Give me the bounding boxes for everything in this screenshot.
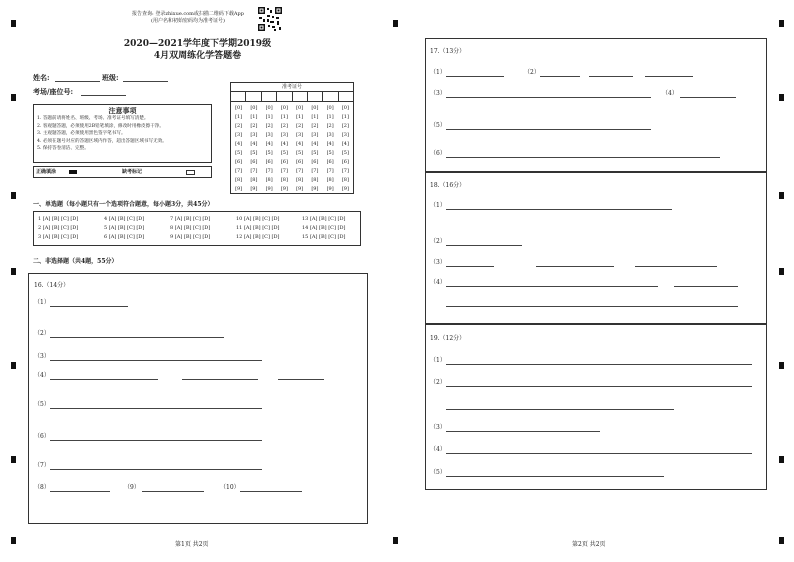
q19-answer-line[interactable] — [446, 409, 674, 410]
page2-footer: 第2页 共2页 — [572, 541, 606, 548]
q16-part-label: （3） — [34, 353, 50, 360]
q17-answer-line[interactable] — [446, 76, 504, 77]
missing-mark-checkbox[interactable] — [186, 170, 195, 175]
q18-answer-line[interactable] — [446, 286, 658, 287]
exam-seat-field[interactable] — [81, 95, 126, 96]
title-line1: 2020—2021学年度下学期2019级 — [123, 39, 272, 49]
alignment-mark — [779, 362, 784, 369]
mc-question-item[interactable]: 12 [A] [B] [C] [D] — [236, 234, 280, 240]
title-line2: 4月双周练化学答题卷 — [153, 51, 242, 61]
exam-digit-bubble[interactable]: [0] — [250, 105, 258, 111]
exam-digit-bubble[interactable]: [8] — [296, 177, 304, 183]
exam-digit-bubble[interactable]: [5] — [280, 150, 288, 156]
q18-part-label: （2） — [430, 238, 446, 245]
section2-title: 二、非选择题（共4题，55分） — [33, 258, 118, 265]
exam-digit-bubble[interactable]: [3] — [296, 132, 304, 138]
exam-number-column — [307, 104, 322, 194]
exam-digit-bubble[interactable]: [2] — [235, 123, 243, 129]
exam-digit-bubble[interactable]: [4] — [250, 141, 258, 147]
q17-part-label: （2） — [524, 69, 540, 76]
report-notice-line1: 报告查询: 登录zhixue.com或扫描二维码下载App — [132, 11, 244, 17]
q18-part-label: （1） — [430, 202, 446, 209]
q18-answer-line[interactable] — [674, 286, 738, 287]
exam-digit-bubble[interactable]: [2] — [311, 123, 319, 129]
exam-number-column — [338, 104, 353, 194]
mc-question-item[interactable]: 8 [A] [B] [C] [D] — [170, 225, 211, 231]
exam-number-box — [230, 82, 354, 194]
q17-title: 17.（13分） — [430, 48, 466, 55]
q17-part-label: （5） — [430, 122, 446, 129]
q16-title: 16.（14分） — [34, 282, 70, 289]
exam-digit-bubble[interactable]: [9] — [341, 186, 349, 192]
exam-digit-bubble[interactable]: [8] — [265, 177, 273, 183]
exam-digit-bubble[interactable]: [5] — [341, 150, 349, 156]
alignment-mark — [393, 537, 398, 544]
exam-number-input-cell[interactable] — [308, 92, 323, 101]
exam-digit-bubble[interactable]: [6] — [296, 159, 304, 165]
exam-digit-bubble[interactable]: [5] — [311, 150, 319, 156]
q17-part-label: （3） — [430, 90, 446, 97]
q19-part-label: （3） — [430, 424, 446, 431]
q18-answer-line[interactable] — [446, 245, 522, 246]
exam-digit-bubble[interactable]: [1] — [250, 114, 258, 120]
exam-number-column — [231, 104, 246, 194]
mc-question-item[interactable]: 11 [A] [B] [C] [D] — [236, 225, 280, 231]
exam-digit-bubble[interactable]: [9] — [250, 186, 258, 192]
notes-title: 注意事项 — [108, 106, 137, 115]
exam-number-input-cell[interactable] — [339, 92, 353, 101]
exam-number-input-cell[interactable] — [246, 92, 261, 101]
q16-part-label: （8） — [34, 484, 50, 491]
exam-digit-bubble[interactable]: [2] — [296, 123, 304, 129]
exam-digit-bubble[interactable]: [1] — [280, 114, 288, 120]
exam-digit-bubble[interactable]: [6] — [341, 159, 349, 165]
report-notice-line2: (用户名和初始密码均为准考证号) — [151, 18, 225, 24]
exam-digit-bubble[interactable]: [7] — [250, 168, 258, 174]
exam-digit-bubble[interactable]: [2] — [326, 123, 334, 129]
correct-fill-label: 正确填涂 — [36, 169, 57, 175]
exam-digit-bubble[interactable]: [3] — [341, 132, 349, 138]
exam-number-input-cell[interactable] — [293, 92, 308, 101]
alignment-mark — [11, 192, 16, 199]
note-item: 3. 主观题答题，必须使用黑色签字笔书写。 — [37, 131, 126, 137]
q18-part-label: （3） — [430, 259, 446, 266]
q18-answer-box — [425, 172, 767, 324]
exam-digit-bubble[interactable]: [4] — [311, 141, 319, 147]
exam-digit-bubble[interactable]: [1] — [341, 114, 349, 120]
q17-answer-line[interactable] — [446, 129, 651, 130]
q17-answer-line[interactable] — [446, 157, 720, 158]
exam-digit-bubble[interactable]: [9] — [311, 186, 319, 192]
exam-digit-bubble[interactable]: [8] — [250, 177, 258, 183]
exam-number-column — [262, 104, 277, 194]
exam-digit-bubble[interactable]: [1] — [311, 114, 319, 120]
q18-answer-line[interactable] — [635, 266, 717, 267]
mc-question-item[interactable]: 1 [A] [B] [C] [D] — [38, 216, 79, 222]
q17-answer-line[interactable] — [540, 76, 580, 77]
page1-footer: 第1页 共2页 — [175, 541, 209, 548]
q16-answer-line[interactable] — [50, 379, 158, 380]
exam-digit-bubble[interactable]: [6] — [250, 159, 258, 165]
exam-digit-bubble[interactable]: [4] — [265, 141, 273, 147]
q16-answer-line[interactable] — [182, 379, 258, 380]
mc-question-item[interactable]: 10 [A] [B] [C] [D] — [236, 216, 280, 222]
alignment-mark — [779, 94, 784, 101]
q16-answer-line[interactable] — [50, 469, 262, 470]
exam-digit-bubble[interactable]: [5] — [250, 150, 258, 156]
q18-title: 18.（16分） — [430, 182, 466, 189]
exam-number-column — [246, 104, 261, 194]
q16-part-label: （7） — [34, 462, 50, 469]
fill-legend-box — [33, 166, 212, 178]
exam-digit-bubble[interactable]: [2] — [250, 123, 258, 129]
q16-part-label: （6） — [34, 433, 50, 440]
exam-digit-bubble[interactable]: [0] — [296, 105, 304, 111]
exam-digit-bubble[interactable]: [7] — [235, 168, 243, 174]
exam-number-input-cell[interactable] — [323, 92, 338, 101]
exam-digit-bubble[interactable]: [0] — [341, 105, 349, 111]
name-label: 姓名: — [33, 73, 50, 82]
exam-digit-bubble[interactable]: [5] — [235, 150, 243, 156]
exam-number-input-cell[interactable] — [262, 92, 277, 101]
alignment-mark — [11, 268, 16, 275]
exam-digit-bubble[interactable]: [2] — [280, 123, 288, 129]
q16-part-label: （9） — [124, 484, 140, 491]
exam-digit-bubble[interactable]: [0] — [235, 105, 243, 111]
exam-digit-bubble[interactable]: [1] — [326, 114, 334, 120]
exam-number-input-cell[interactable] — [277, 92, 292, 101]
note-item: 5. 保持答卷清洁、完整。 — [37, 146, 89, 152]
exam-digit-bubble[interactable]: [7] — [296, 168, 304, 174]
alignment-mark — [11, 537, 16, 544]
mc-question-item[interactable]: 5 [A] [B] [C] [D] — [104, 225, 145, 231]
alignment-mark — [11, 456, 16, 463]
exam-digit-bubble[interactable]: [1] — [235, 114, 243, 120]
mc-question-item[interactable]: 4 [A] [B] [C] [D] — [104, 216, 145, 222]
alignment-mark — [779, 537, 784, 544]
q19-answer-box — [425, 324, 767, 490]
exam-digit-bubble[interactable]: [3] — [280, 132, 288, 138]
exam-digit-bubble[interactable]: [6] — [326, 159, 334, 165]
exam-digit-bubble[interactable]: [9] — [326, 186, 334, 192]
q19-title: 19.（12分） — [430, 335, 466, 342]
class-field[interactable] — [123, 81, 168, 82]
qr-code-icon[interactable] — [257, 6, 283, 32]
q19-part-label: （5） — [430, 469, 446, 476]
q16-part-label: （5） — [34, 401, 50, 408]
exam-digit-bubble[interactable]: [0] — [311, 105, 319, 111]
exam-digit-bubble[interactable]: [4] — [341, 141, 349, 147]
exam-digit-bubble[interactable]: [2] — [265, 123, 273, 129]
q17-answer-line[interactable] — [446, 97, 651, 98]
q16-answer-line[interactable] — [50, 440, 262, 441]
exam-digit-bubble[interactable]: [6] — [265, 159, 273, 165]
mc-answer-box — [33, 211, 361, 246]
exam-digit-bubble[interactable]: [4] — [296, 141, 304, 147]
q16-answer-line[interactable] — [142, 491, 204, 492]
exam-digit-bubble[interactable]: [3] — [250, 132, 258, 138]
q19-answer-line[interactable] — [446, 476, 664, 477]
exam-digit-bubble[interactable]: [5] — [265, 150, 273, 156]
q17-part-label: （6） — [430, 150, 446, 157]
exam-number-bubble-grid — [231, 102, 353, 194]
q18-answer-line[interactable] — [446, 306, 738, 307]
exam-digit-bubble[interactable]: [0] — [265, 105, 273, 111]
q16-part-label: （1） — [34, 299, 50, 306]
q18-answer-line[interactable] — [446, 266, 494, 267]
q18-answer-line[interactable] — [536, 266, 614, 267]
exam-digit-bubble[interactable]: [2] — [341, 123, 349, 129]
exam-digit-bubble[interactable]: [0] — [280, 105, 288, 111]
exam-digit-bubble[interactable]: [6] — [235, 159, 243, 165]
exam-digit-bubble[interactable]: [5] — [296, 150, 304, 156]
exam-digit-bubble[interactable]: [3] — [311, 132, 319, 138]
q17-answer-line[interactable] — [589, 76, 633, 77]
page-title — [110, 38, 285, 62]
exam-digit-bubble[interactable]: [7] — [326, 168, 334, 174]
q17-answer-box — [425, 38, 767, 172]
exam-digit-bubble[interactable]: [3] — [265, 132, 273, 138]
q16-part-label: （10） — [220, 484, 240, 491]
q19-part-label: （1） — [430, 357, 446, 364]
mc-question-item[interactable]: 3 [A] [B] [C] [D] — [38, 234, 79, 240]
class-label: 班级: — [102, 73, 119, 82]
exam-digit-bubble[interactable]: [9] — [296, 186, 304, 192]
note-item: 4. 必须在题号对应的答题区域内作答，超出答题区域书写无效。 — [37, 138, 167, 144]
q19-part-label: （4） — [430, 446, 446, 453]
q16-part-label: （2） — [34, 330, 50, 337]
alignment-mark — [393, 20, 398, 27]
exam-digit-bubble[interactable]: [4] — [235, 141, 243, 147]
q19-answer-line[interactable] — [446, 453, 752, 454]
q16-answer-line[interactable] — [50, 408, 262, 409]
q17-answer-line[interactable] — [645, 76, 693, 77]
exam-digit-bubble[interactable]: [7] — [280, 168, 288, 174]
alignment-mark — [779, 268, 784, 275]
note-item: 2. 客观题答题，必须使用2B铅笔填涂，修改时用橡皮擦干净。 — [37, 123, 164, 129]
q19-answer-line[interactable] — [446, 364, 752, 365]
exam-digit-bubble[interactable]: [9] — [265, 186, 273, 192]
exam-digit-bubble[interactable]: [1] — [265, 114, 273, 120]
mc-question-item[interactable]: 9 [A] [B] [C] [D] — [170, 234, 211, 240]
q18-answer-line[interactable] — [446, 209, 672, 210]
mc-question-item[interactable]: 6 [A] [B] [C] [D] — [104, 234, 145, 240]
exam-digit-bubble[interactable]: [8] — [341, 177, 349, 183]
notes-box — [33, 104, 212, 163]
exam-digit-bubble[interactable]: [6] — [280, 159, 288, 165]
exam-digit-bubble[interactable]: [5] — [326, 150, 334, 156]
exam-seat-label: 考场/座位号: — [33, 87, 74, 96]
exam-digit-bubble[interactable]: [1] — [296, 114, 304, 120]
q18-part-label: （4） — [430, 279, 446, 286]
exam-digit-bubble[interactable]: [4] — [280, 141, 288, 147]
exam-digit-bubble[interactable]: [9] — [280, 186, 288, 192]
exam-digit-bubble[interactable]: [8] — [235, 177, 243, 183]
q17-part-label: （4） — [662, 90, 678, 97]
exam-digit-bubble[interactable]: [7] — [341, 168, 349, 174]
exam-digit-bubble[interactable]: [4] — [326, 141, 334, 147]
mc-question-item[interactable]: 7 [A] [B] [C] [D] — [170, 216, 211, 222]
q19-part-label: （2） — [430, 379, 446, 386]
q16-answer-line[interactable] — [50, 337, 224, 338]
alignment-mark — [779, 192, 784, 199]
exam-digit-bubble[interactable]: [8] — [326, 177, 334, 183]
alignment-mark — [11, 20, 16, 27]
q17-answer-line[interactable] — [680, 97, 736, 98]
mc-question-item[interactable]: 15 [A] [B] [C] [D] — [302, 234, 346, 240]
exam-digit-bubble[interactable]: [3] — [235, 132, 243, 138]
q16-answer-line[interactable] — [50, 306, 128, 307]
exam-number-title: 准考证号 — [231, 83, 353, 92]
q19-answer-line[interactable] — [446, 431, 600, 432]
alignment-mark — [779, 20, 784, 27]
alignment-mark — [11, 94, 16, 101]
alignment-mark — [779, 456, 784, 463]
exam-digit-bubble[interactable]: [9] — [235, 186, 243, 192]
correct-fill-sample-icon — [69, 170, 77, 174]
q16-answer-line[interactable] — [240, 491, 302, 492]
q19-answer-line[interactable] — [446, 386, 752, 387]
alignment-mark — [11, 362, 16, 369]
exam-number-input-cell[interactable] — [231, 92, 246, 101]
mc-question-item[interactable]: 2 [A] [B] [C] [D] — [38, 225, 79, 231]
q16-answer-line[interactable] — [50, 360, 262, 361]
q16-answer-line[interactable] — [50, 491, 110, 492]
exam-digit-bubble[interactable]: [7] — [311, 168, 319, 174]
missing-mark-label: 缺考标记 — [122, 169, 143, 175]
exam-digit-bubble[interactable]: [7] — [265, 168, 273, 174]
q16-answer-box — [28, 273, 368, 524]
exam-digit-bubble[interactable]: [3] — [326, 132, 334, 138]
exam-number-column — [323, 104, 338, 194]
q16-answer-line[interactable] — [278, 379, 324, 380]
mc-question-item[interactable]: 13 [A] [B] [C] [D] — [302, 216, 346, 222]
note-item: 1. 答题前请将姓名、班级、考场、准考证号填写清楚。 — [37, 116, 149, 121]
section1-title: 一、单选题（每小题只有一个选项符合题意，每小题3分，共45分） — [33, 201, 214, 208]
q17-part-label: （1） — [430, 69, 446, 76]
report-notice — [118, 11, 258, 25]
exam-number-column — [277, 104, 292, 194]
q16-part-label: （4） — [34, 372, 50, 379]
mc-question-item[interactable]: 14 [A] [B] [C] [D] — [302, 225, 346, 231]
name-field[interactable] — [55, 81, 100, 82]
exam-digit-bubble[interactable]: [6] — [311, 159, 319, 165]
exam-digit-bubble[interactable]: [0] — [326, 105, 334, 111]
exam-digit-bubble[interactable]: [8] — [311, 177, 319, 183]
exam-number-column — [292, 104, 307, 194]
exam-digit-bubble[interactable]: [8] — [280, 177, 288, 183]
